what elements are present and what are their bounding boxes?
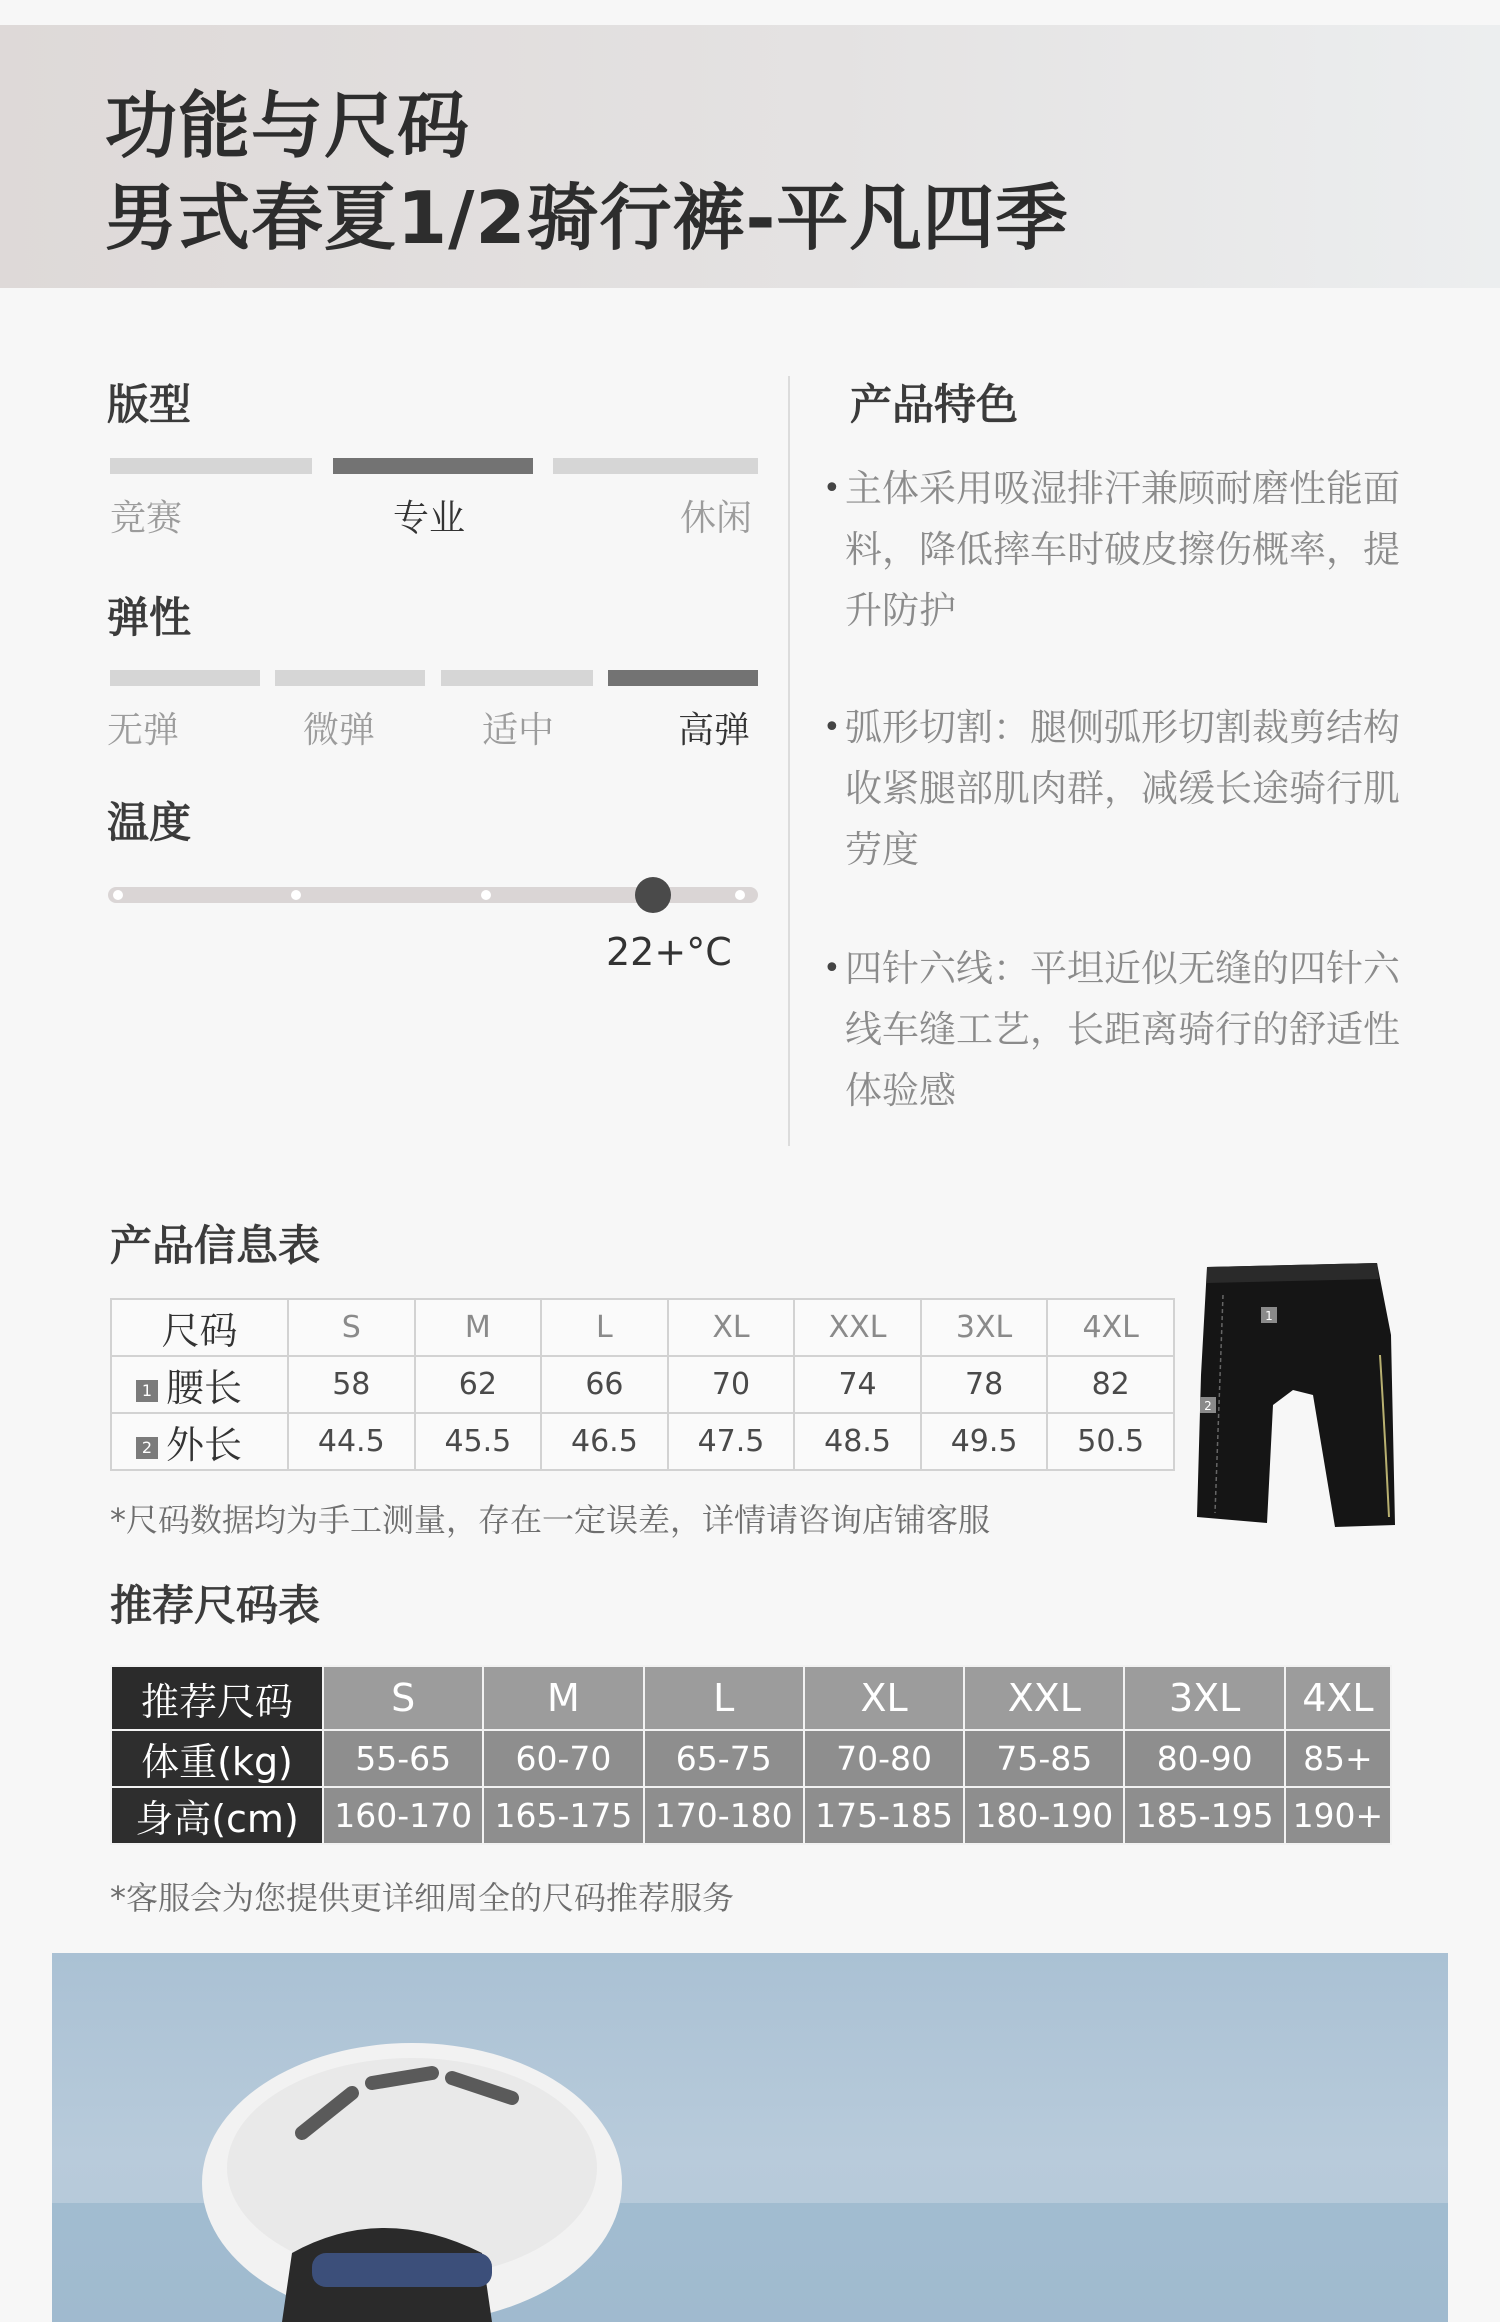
info-table-note: *尺码数据均为手工测量，存在一定误差，详情请咨询店铺客服 [110, 1501, 991, 1539]
elasticity-title: 弹性 [107, 593, 192, 642]
temperature-stop-1 [113, 890, 123, 900]
elasticity-level-none: 无弹 [107, 710, 180, 751]
info-header-size-label: 尺码 [111, 1299, 288, 1356]
rec-table [110, 1665, 1392, 1845]
table-cell: 180-190 [964, 1787, 1124, 1844]
cyclist-photo [52, 1953, 1448, 2322]
table-cell: 70 [668, 1356, 795, 1413]
marker-1-icon: 1 [136, 1380, 158, 1402]
elasticity-level-medium: 适中 [482, 710, 555, 751]
info-table [110, 1298, 1175, 1471]
bullet-icon: • [823, 471, 841, 506]
shorts-silhouette [1197, 1263, 1395, 1527]
temperature-stop-5 [735, 890, 745, 900]
info-size-s: S [288, 1299, 415, 1356]
table-cell: 60-70 [483, 1730, 643, 1787]
info-size-4xl: 4XL [1047, 1299, 1174, 1356]
temperature-knob [635, 877, 671, 913]
temperature-title: 温度 [107, 798, 192, 847]
feature-item-1: • 主体采用吸湿排汗兼顾耐磨性能面料，降低摔车时破皮擦伤概率，提升防护 [845, 458, 1400, 641]
bullet-icon: • [823, 951, 841, 986]
table-cell: 48.5 [794, 1413, 921, 1470]
table-cell: 58 [288, 1356, 415, 1413]
table-cell: 49.5 [921, 1413, 1048, 1470]
bullet-icon: • [823, 710, 841, 745]
rec-header-label: 推荐尺码 [111, 1666, 323, 1730]
fit-level-pro: 专业 [393, 498, 466, 539]
table-cell: 185-195 [1124, 1787, 1284, 1844]
rec-size-m: M [483, 1666, 643, 1730]
table-cell: 45.5 [415, 1413, 542, 1470]
rec-table-note: *客服会为您提供更详细周全的尺码推荐服务 [110, 1879, 735, 1917]
rec-row-weight-label: 体重(kg) [111, 1730, 323, 1787]
temperature-stop-2 [291, 890, 301, 900]
elasticity-bar-none [110, 670, 260, 686]
column-divider [788, 376, 790, 1146]
page-title: 功能与尺码 [105, 84, 471, 168]
table-cell: 160-170 [323, 1787, 483, 1844]
table-cell: 74 [794, 1356, 921, 1413]
table-cell: 65-75 [644, 1730, 804, 1787]
table-row [111, 1787, 1391, 1844]
table-cell: 55-65 [323, 1730, 483, 1787]
rec-size-xl: XL [804, 1666, 964, 1730]
elasticity-bar-high [608, 670, 758, 686]
elasticity-level-high: 高弹 [678, 710, 751, 751]
rec-table-header-row [111, 1666, 1391, 1730]
table-cell: 85+ [1285, 1730, 1391, 1787]
rec-table-title: 推荐尺码表 [110, 1581, 321, 1630]
elasticity-bar-medium [441, 670, 593, 686]
features-title: 产品特色 [850, 380, 1019, 429]
info-size-m: M [415, 1299, 542, 1356]
table-cell: 170-180 [644, 1787, 804, 1844]
info-size-l: L [541, 1299, 668, 1356]
table-cell: 78 [921, 1356, 1048, 1413]
cyclist-illustration [52, 1953, 1448, 2322]
marker-2-icon: 2 [136, 1437, 158, 1459]
table-cell: 165-175 [483, 1787, 643, 1844]
fit-title: 版型 [107, 380, 192, 429]
rec-size-l: L [644, 1666, 804, 1730]
info-row-waist-label: 1 腰长 [111, 1356, 288, 1413]
info-row-length-label: 2 外长 [111, 1413, 288, 1470]
table-cell: 175-185 [804, 1787, 964, 1844]
table-cell: 44.5 [288, 1413, 415, 1470]
table-cell: 80-90 [1124, 1730, 1284, 1787]
temperature-value: 22+°C [606, 930, 732, 974]
info-table-title: 产品信息表 [110, 1221, 321, 1270]
rec-row-height-label: 身高(cm) [111, 1787, 323, 1844]
table-cell: 190+ [1285, 1787, 1391, 1844]
marker-1-text: 1 [1265, 1309, 1273, 1323]
table-cell: 46.5 [541, 1413, 668, 1470]
table-cell: 75-85 [964, 1730, 1124, 1787]
rec-size-3xl: 3XL [1124, 1666, 1284, 1730]
page-subtitle: 男式春夏1/2骑行裤-平凡四季 [105, 176, 1069, 260]
table-cell: 66 [541, 1356, 668, 1413]
info-size-xl: XL [668, 1299, 795, 1356]
info-table-header-row [111, 1299, 1174, 1356]
table-cell: 70-80 [804, 1730, 964, 1787]
marker-2-text: 2 [1204, 1399, 1212, 1413]
fit-level-casual: 休闲 [680, 498, 753, 539]
fit-bar-race [110, 458, 312, 474]
elasticity-bar-slight [275, 670, 425, 686]
table-cell: 62 [415, 1356, 542, 1413]
rec-size-4xl: 4XL [1285, 1666, 1391, 1730]
fit-bar-pro [333, 458, 533, 474]
feature-item-3: • 四针六线：平坦近似无缝的四针六线车缝工艺，长距离骑行的舒适性体验感 [845, 938, 1400, 1121]
table-cell: 47.5 [668, 1413, 795, 1470]
shorts-diagram-image [1185, 1255, 1405, 1535]
temperature-stop-3 [481, 890, 491, 900]
fit-bar-casual [553, 458, 758, 474]
info-size-3xl: 3XL [921, 1299, 1048, 1356]
rec-size-xxl: XXL [964, 1666, 1124, 1730]
info-size-xxl: XXL [794, 1299, 921, 1356]
table-cell: 82 [1047, 1356, 1174, 1413]
table-cell: 50.5 [1047, 1413, 1174, 1470]
elasticity-level-slight: 微弹 [303, 710, 376, 751]
table-row [111, 1356, 1174, 1413]
table-row [111, 1730, 1391, 1787]
sunglasses [312, 2253, 492, 2287]
feature-item-2: • 弧形切割：腿侧弧形切割裁剪结构收紧腿部肌肉群，减缓长途骑行肌劳度 [845, 697, 1400, 880]
table-row [111, 1413, 1174, 1470]
fit-level-race: 竞赛 [110, 498, 183, 539]
temperature-slider [100, 870, 770, 920]
rec-size-s: S [323, 1666, 483, 1730]
